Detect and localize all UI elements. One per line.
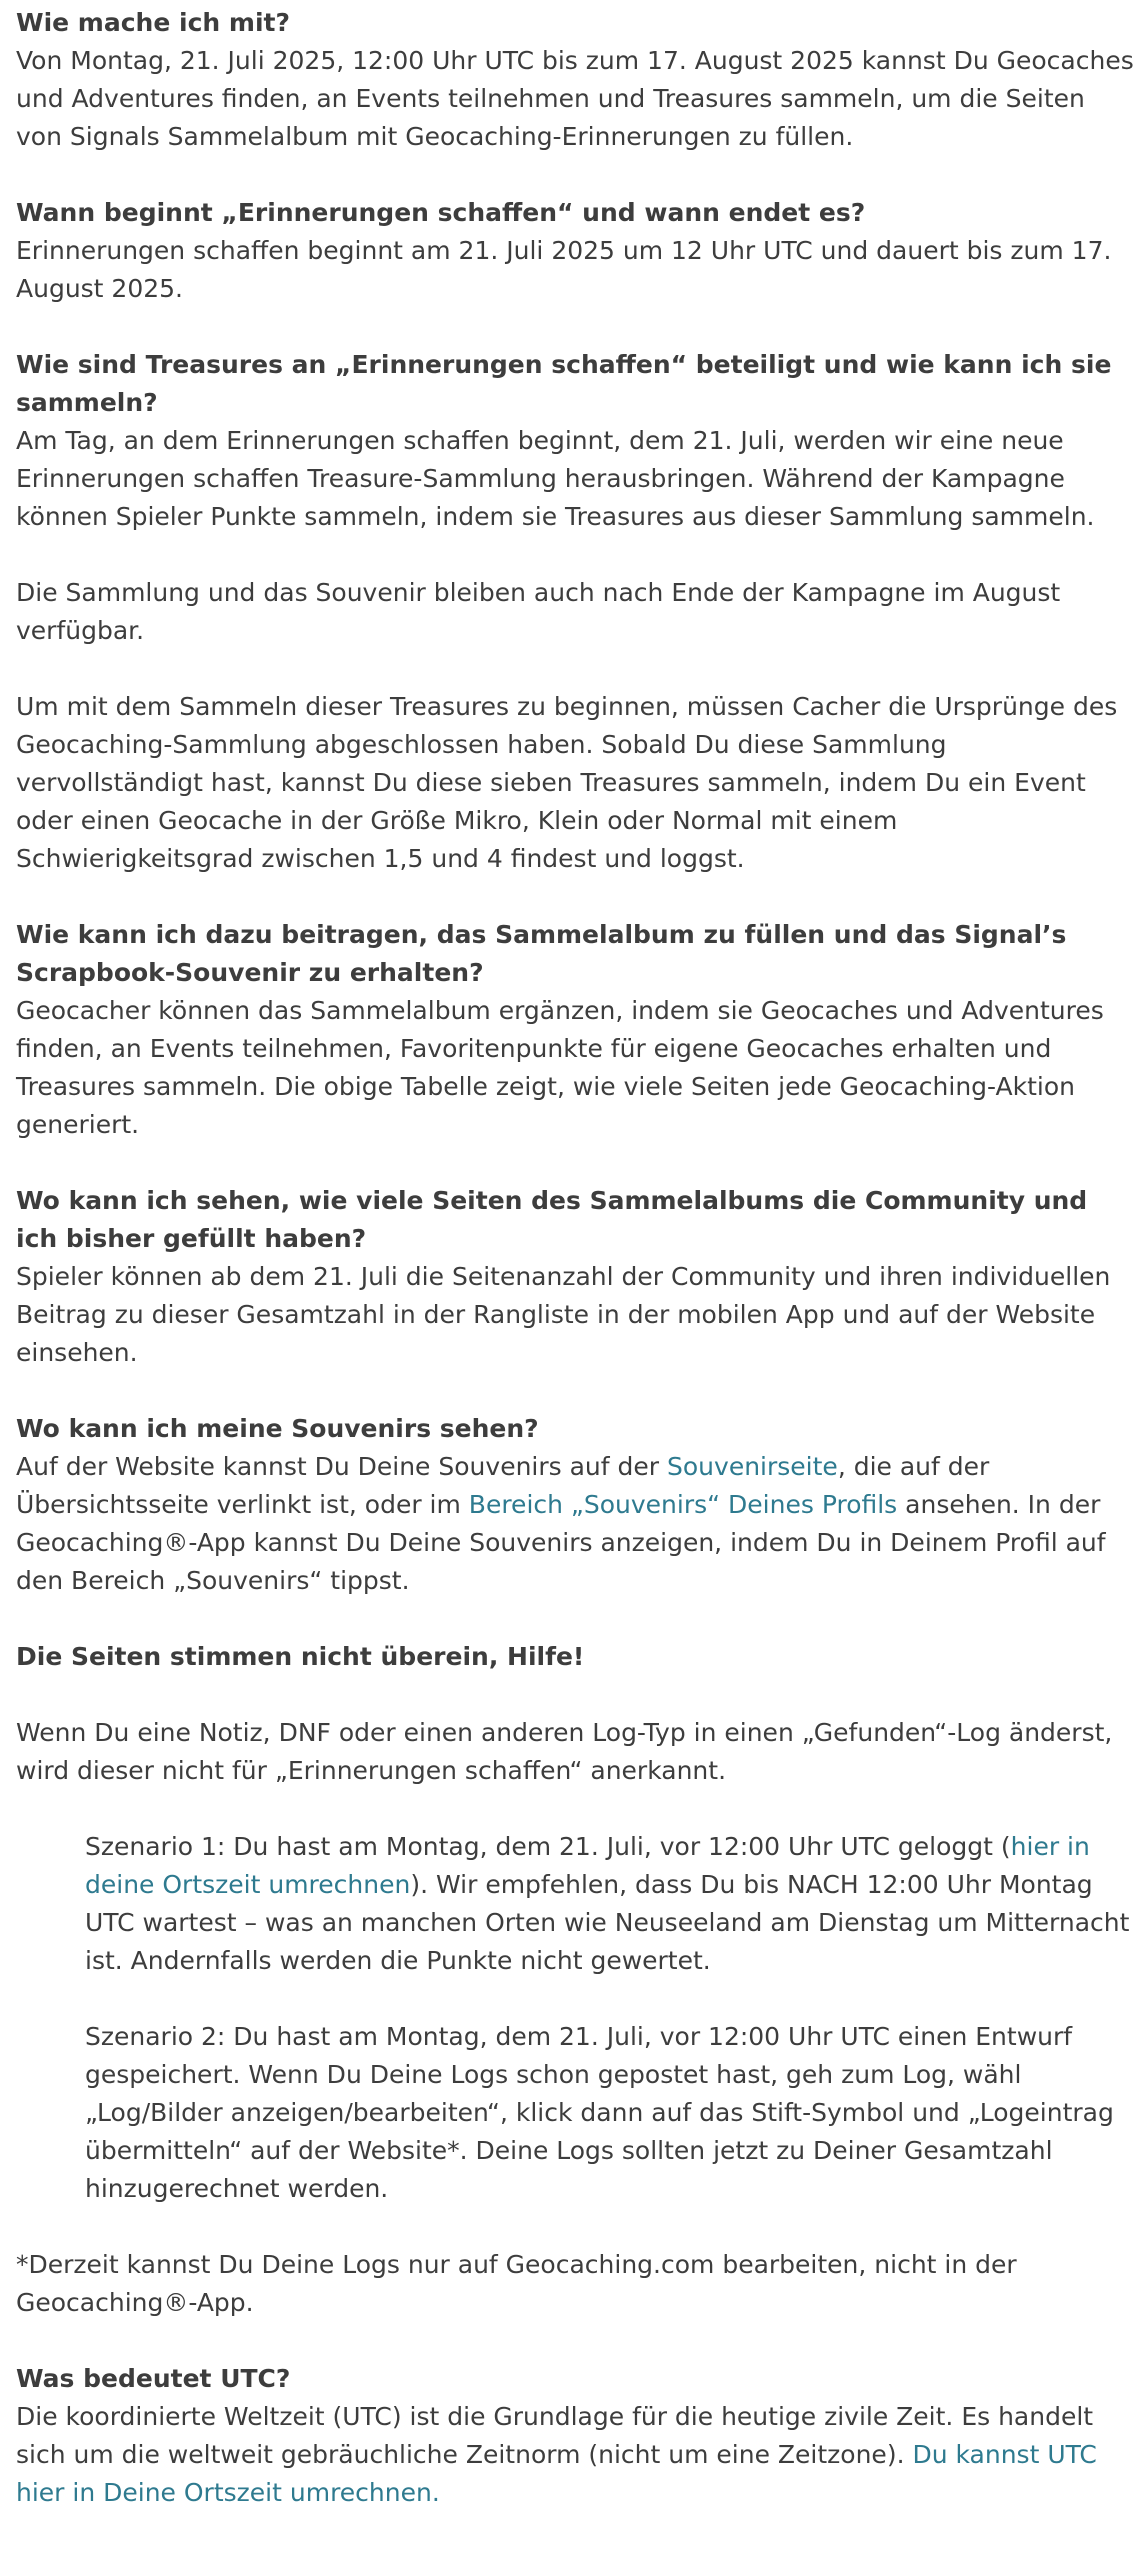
- utc-converter-link[interactable]: Du kannst UTC hier in Deine Ortszeit umrechnen.: [16, 2440, 1097, 2507]
- faq-answer: Um mit dem Sammeln dieser Treasures zu beginnen, müssen Cacher die Ursprünge des Geocaching-Sammlung abgeschlossen haben. Sobald Du diese Sammlung vervollständigt hast, kannst Du diese sieben Treasures sammeln, indem Du ein Event oder einen Geocache in der Größe Mikro, Klein oder Normal mit einem Schwierigkeitsgrad zwischen 1,5 und 4 findest und loggst.: [16, 692, 1118, 873]
- local-time-converter-link[interactable]: hier in deine Ortszeit umrechnen: [85, 1832, 1090, 1899]
- faq-section-mismatch: [16, 1638, 1136, 2322]
- faq-question: Die Seiten stimmen nicht überein, Hilfe!: [16, 1642, 585, 1671]
- answer-text: Auf der Website kannst Du Deine Souvenirs auf der: [16, 1452, 668, 1481]
- scenario-2: Szenario 2: Du hast am Montag, dem 21. Juli, vor 12:00 Uhr UTC einen Entwurf gespeichert. Wenn Du Deine Logs schon gepostet hast, geh zum Log, wähl „Log/Bilder anzeigen/bearbeiten“, klick dann auf das Stift-Symbol und „Logeintrag übermitteln“ auf der Website*. Deine Logs sollten jetzt zu Deiner Gesamtzahl hinzugerechnet werden.: [85, 2022, 1114, 2203]
- faq-section-souvenirs: [16, 1410, 1136, 1600]
- faq-question: Wo kann ich sehen, wie viele Seiten des Sammelalbums die Community und ich bisher gefüllt haben?: [16, 1186, 1088, 1253]
- faq-question: Wie sind Treasures an „Erinnerungen schaffen“ beteiligt und wie kann ich sie sammeln?: [16, 350, 1112, 417]
- faq-question: Wie mache ich mit?: [16, 8, 290, 37]
- faq-answer: Erinnerungen schaffen beginnt am 21. Juli 2025 um 12 Uhr UTC und dauert bis zum 17. August 2025.: [16, 236, 1112, 303]
- scenario-text: ). Wir empfehlen, dass Du bis NACH 12:00 Uhr Montag UTC wartest – was an manchen Orten wie Neuseeland am Dienstag um Mitternacht ist. Andernfalls werden die Punkte nicht gewertet.: [85, 1870, 1130, 1975]
- faq-section-treasures: [16, 346, 1136, 878]
- faq-answer: Am Tag, an dem Erinnerungen schaffen beginnt, dem 21. Juli, werden wir eine neue Erinnerungen schaffen Treasure-Sammlung herausbringen. Während der Kampagne können Spieler Punkte sammeln, indem sie Treasures aus dieser Sammlung sammeln.: [16, 426, 1095, 531]
- spacer: [16, 1676, 1136, 1714]
- faq-question: Was bedeutet UTC?: [16, 2364, 291, 2393]
- answer-text: ansehen. In der Geocaching®-App kannst Du Deine Souvenirs anzeigen, indem Du in Deinem Profil auf den Bereich „Souvenirs“ tippst.: [16, 1490, 1106, 1595]
- souvenir-page-link[interactable]: Souvenirseite: [667, 1452, 838, 1481]
- faq-answer: Geocacher können das Sammelalbum ergänzen, indem sie Geocaches und Adventures finden, an Events teilnehmen, Favoritenpunkte für eigene Geocaches erhalten und Treasures sammeln. Die obige Tabelle zeigt, wie viele Seiten jede Geocaching-Aktion generiert.: [16, 996, 1104, 1139]
- faq-section-start-end: [16, 194, 1136, 308]
- faq-section-pages-progress: [16, 1182, 1136, 1372]
- footnote: *Derzeit kannst Du Deine Logs nur auf Geocaching.com bearbeiten, nicht in der Geocaching®-App.: [16, 2250, 1017, 2317]
- scenario-1: [85, 1828, 1136, 1980]
- faq-section-contribute: [16, 916, 1136, 1144]
- faq-answer: Von Montag, 21. Juli 2025, 12:00 Uhr UTC bis zum 17. August 2025 kannst Du Geocaches und Adventures finden, an Events teilnehmen und Treasures sammeln, um die Seiten von Signals Sammelalbum mit Geocaching-Erinnerungen zu füllen.: [16, 46, 1134, 151]
- faq-section-utc: [16, 2360, 1136, 2512]
- faq-section-how-to-participate: [16, 4, 1136, 156]
- scenario-text: Szenario 1: Du hast am Montag, dem 21. Juli, vor 12:00 Uhr UTC geloggt (: [85, 1832, 1011, 1861]
- answer-text: , die auf der Übersichtsseite verlinkt ist, oder im: [16, 1452, 990, 1519]
- faq-answer: Wenn Du eine Notiz, DNF oder einen anderen Log-Typ in einen „Gefunden“-Log änderst, wird dieser nicht für „Erinnerungen schaffen“ anerkannt.: [16, 1718, 1113, 1785]
- faq-question: Wie kann ich dazu beitragen, das Sammelalbum zu füllen und das Signal’s Scrapbook-Souvenir zu erhalten?: [16, 920, 1067, 987]
- faq-answer: [16, 1448, 1136, 1600]
- faq-question: Wann beginnt „Erinnerungen schaffen“ und wann endet es?: [16, 198, 866, 227]
- answer-text: Die koordinierte Weltzeit (UTC) ist die Grundlage für die heutige zivile Zeit. Es handelt sich um die weltweit gebräuchliche Zeitnorm (nicht um eine Zeitzone).: [16, 2402, 1094, 2469]
- profile-souvenirs-link[interactable]: Bereich „Souvenirs“ Deines Profils: [468, 1490, 898, 1519]
- faq-answer: Die Sammlung und das Souvenir bleiben auch nach Ende der Kampagne im August verfügbar.: [16, 578, 1061, 645]
- faq-answer: [16, 2398, 1136, 2512]
- faq-question: Wo kann ich meine Souvenirs sehen?: [16, 1414, 539, 1443]
- faq-answer: Spieler können ab dem 21. Juli die Seitenanzahl der Community und ihren individuellen Beitrag zu dieser Gesamtzahl in der Rangliste in der mobilen App und auf der Website einsehen.: [16, 1262, 1111, 1367]
